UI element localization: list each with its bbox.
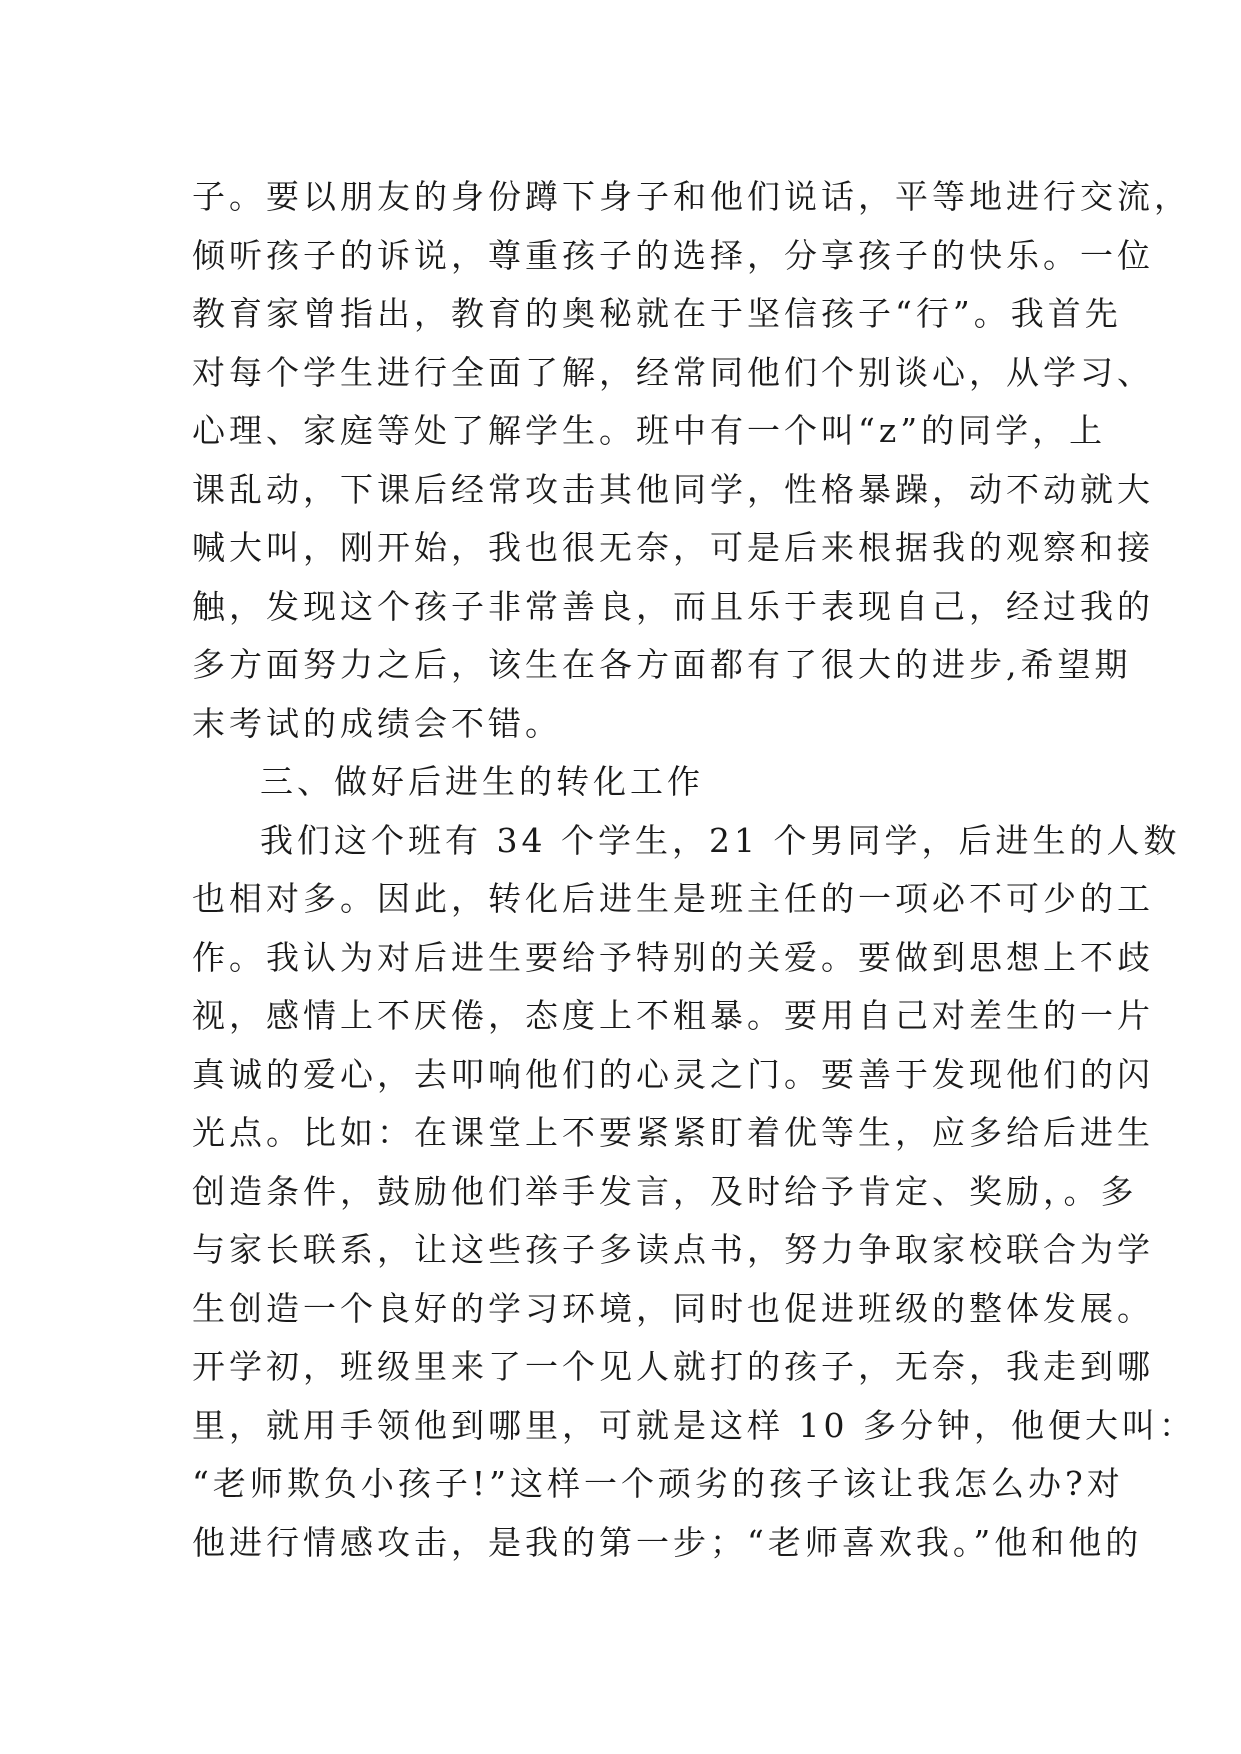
text-line: 也相对多。因此，转化后进生是班主任的一项必不可少的工 <box>192 879 1154 918</box>
text-line: 生创造一个良好的学习环境，同时也促进班级的整体发展。 <box>192 1288 1154 1328</box>
text-line: 触，发现这个孩子非常善良，而且乐于表现自己，经过我的 <box>192 586 1154 626</box>
paragraph-first-line: 三、做好后进生的转化工作 <box>260 762 704 801</box>
text-line: 对每个学生进行全面了解，经常同他们个别谈心，从学习、 <box>192 352 1154 392</box>
text-line: 里，就用手领他到哪里，可就是这样 10 多分钟，他便大叫： <box>192 1405 1196 1445</box>
text-line: 教育家曾指出，教育的奥秘就在于坚信孩子“行”。我首先 <box>192 294 1122 333</box>
text-line: 末考试的成绩会不错。 <box>192 703 562 743</box>
text-line: “老师欺负小孩子!”这样一个顽劣的孩子该让我怎么办?对 <box>192 1464 1124 1503</box>
text-line: 课乱动，下课后经常攻击其他同学，性格暴躁，动不动就大 <box>192 469 1154 509</box>
text-line: 视，感情上不厌倦，态度上不粗暴。要用自己对差生的一片 <box>192 996 1154 1035</box>
text-line: 多方面努力之后，该生在各方面都有了很大的进步,希望期 <box>192 645 1132 684</box>
text-line: 与家长联系，让这些孩子多读点书，努力争取家校联合为学 <box>192 1230 1154 1269</box>
text-line: 子。要以朋友的身份蹲下身子和他们说话，平等地进行交流， <box>192 177 1191 216</box>
text-line: 真诚的爱心，去叩响他们的心灵之门。要善于发现他们的闪 <box>192 1054 1154 1094</box>
body-text <box>192 168 1196 1572</box>
text-line: 开学初，班级里来了一个见人就打的孩子，无奈，我走到哪 <box>192 1347 1154 1386</box>
text-line: 心理、家庭等处了解学生。班中有一个叫“z”的同学，上 <box>192 411 1107 450</box>
text-line: 喊大叫，刚开始，我也很无奈，可是后来根据我的观察和接 <box>192 528 1154 567</box>
text-line: 创造条件，鼓励他们举手发言，及时给予肯定、奖励，。多 <box>192 1171 1138 1211</box>
text-line: 光点。比如：在课堂上不要紧紧盯着优等生，应多给后进生 <box>192 1113 1154 1152</box>
text-line: 他进行情感攻击，是我的第一步；“老师喜欢我。”他和他的 <box>192 1522 1143 1562</box>
text-line: 作。我认为对后进生要给予特别的关爱。要做到思想上不歧 <box>192 937 1154 977</box>
text-line: 倾听孩子的诉说，尊重孩子的选择，分享孩子的快乐。一位 <box>192 235 1154 275</box>
paragraph-first-line: 我们这个班有 34 个学生，21 个男同学，后进生的人数 <box>260 820 1181 860</box>
